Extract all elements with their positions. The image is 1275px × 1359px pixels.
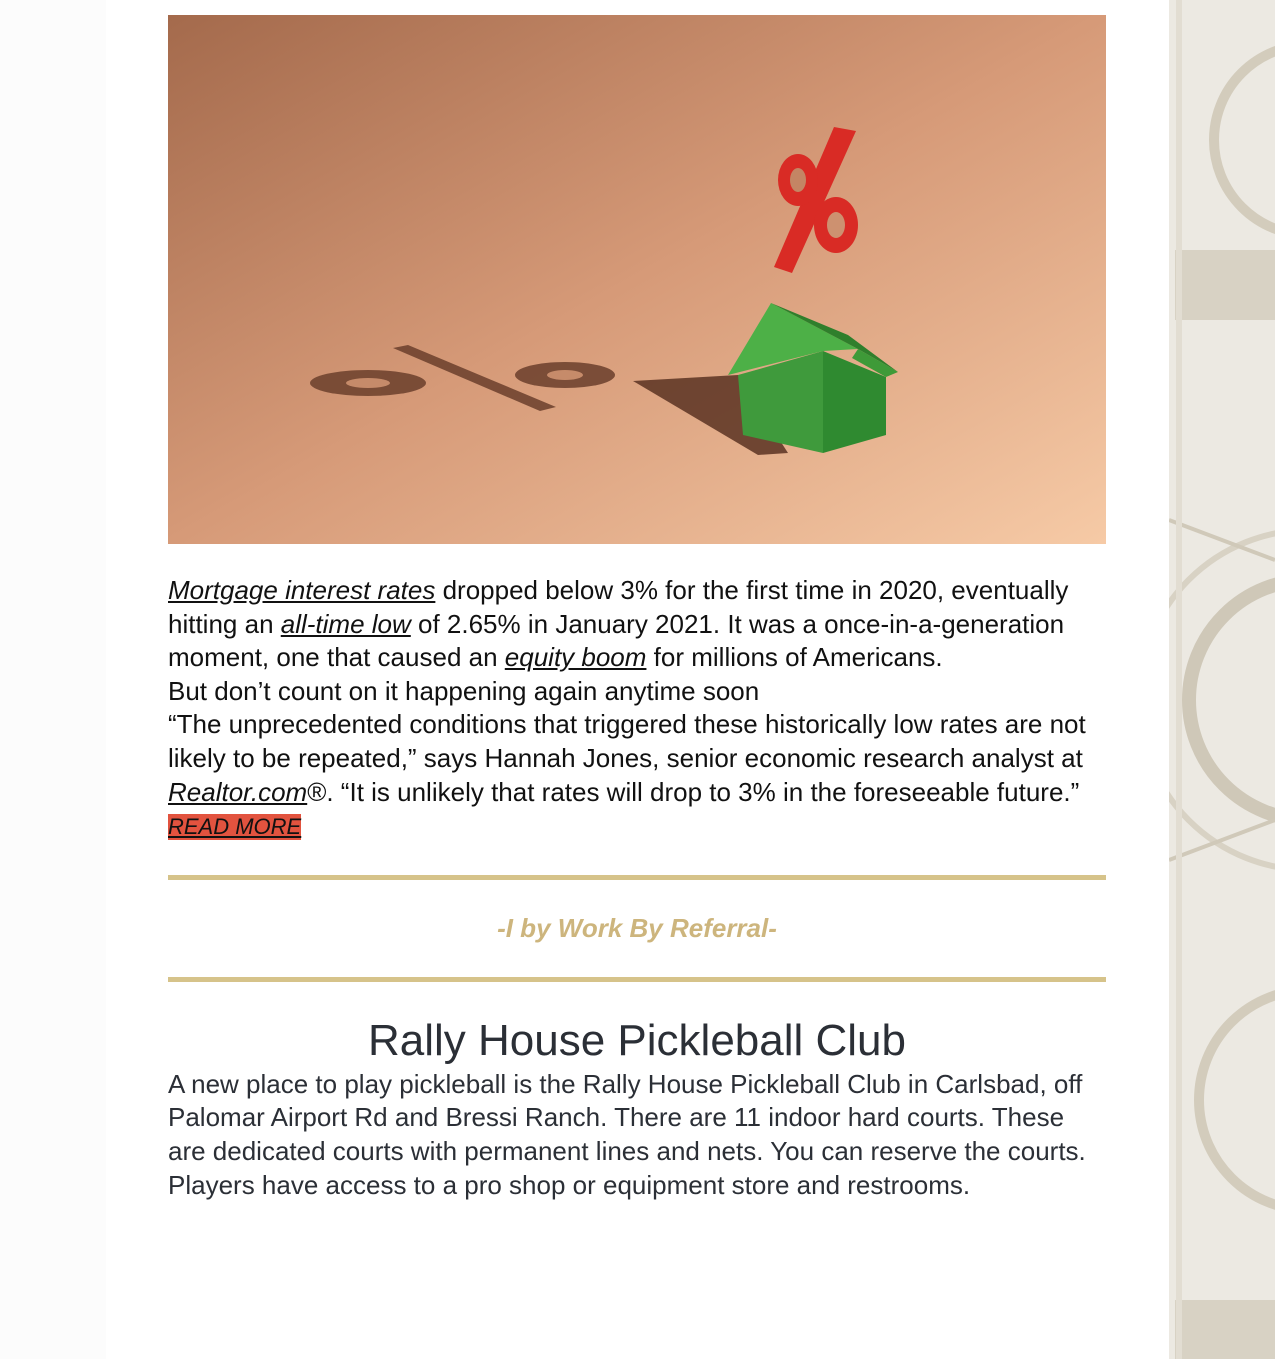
article-paragraph-1: Mortgage interest rates dropped below 3% for the first time in 2020, eventually hitting an all-time low of 2.65% in January 2021. It was a once-in-a-generation moment, one that caused an equity boom for millions of Americans.	[168, 575, 1069, 673]
article-paragraph-3: “The unprecedented conditions that triggered these historically low rates are not likely to be repeated,” says Hannah Jones, senior economic research analyst at Realtor.com®. “It is unlikely that rates will drop to 3% in the foreseeable future.”	[168, 709, 1086, 807]
decorative-clock-background	[1169, 0, 1275, 1359]
mortgage-article	[168, 574, 1106, 843]
divider-bottom	[168, 977, 1106, 982]
club-title: Rally House Pickleball Club	[367, 1015, 906, 1065]
read-more-button[interactable]: READ MORE	[168, 814, 302, 840]
referral-tagline: -I by Work By Referral-	[497, 912, 777, 943]
left-margin-background	[0, 0, 106, 1359]
realtor-link[interactable]: Realtor.com	[168, 776, 308, 807]
club-description: A new place to play pickleball is the Rally House Pickleball Club in Carlsbad, off Palomar Airport Rd and Bressi Ranch. There are 11 indoor hard courts. These are dedicated courts with permanent lines and nets. You can reserve the courts. Players have access to a pro shop or equipment store and restrooms.	[168, 1068, 1086, 1200]
mortgage-interest-rates-link[interactable]: Mortgage interest rates	[168, 575, 436, 605]
ornamental-pattern	[1169, 0, 1275, 1359]
equity-boom-link[interactable]: equity boom	[504, 642, 647, 673]
article-paragraph-2: But don’t count on it happening again anytime soon	[168, 675, 760, 706]
mortgage-rate-hero-image	[168, 15, 1106, 544]
all-time-low-link[interactable]: all-time low	[280, 608, 411, 639]
main-content	[168, 15, 1106, 1202]
